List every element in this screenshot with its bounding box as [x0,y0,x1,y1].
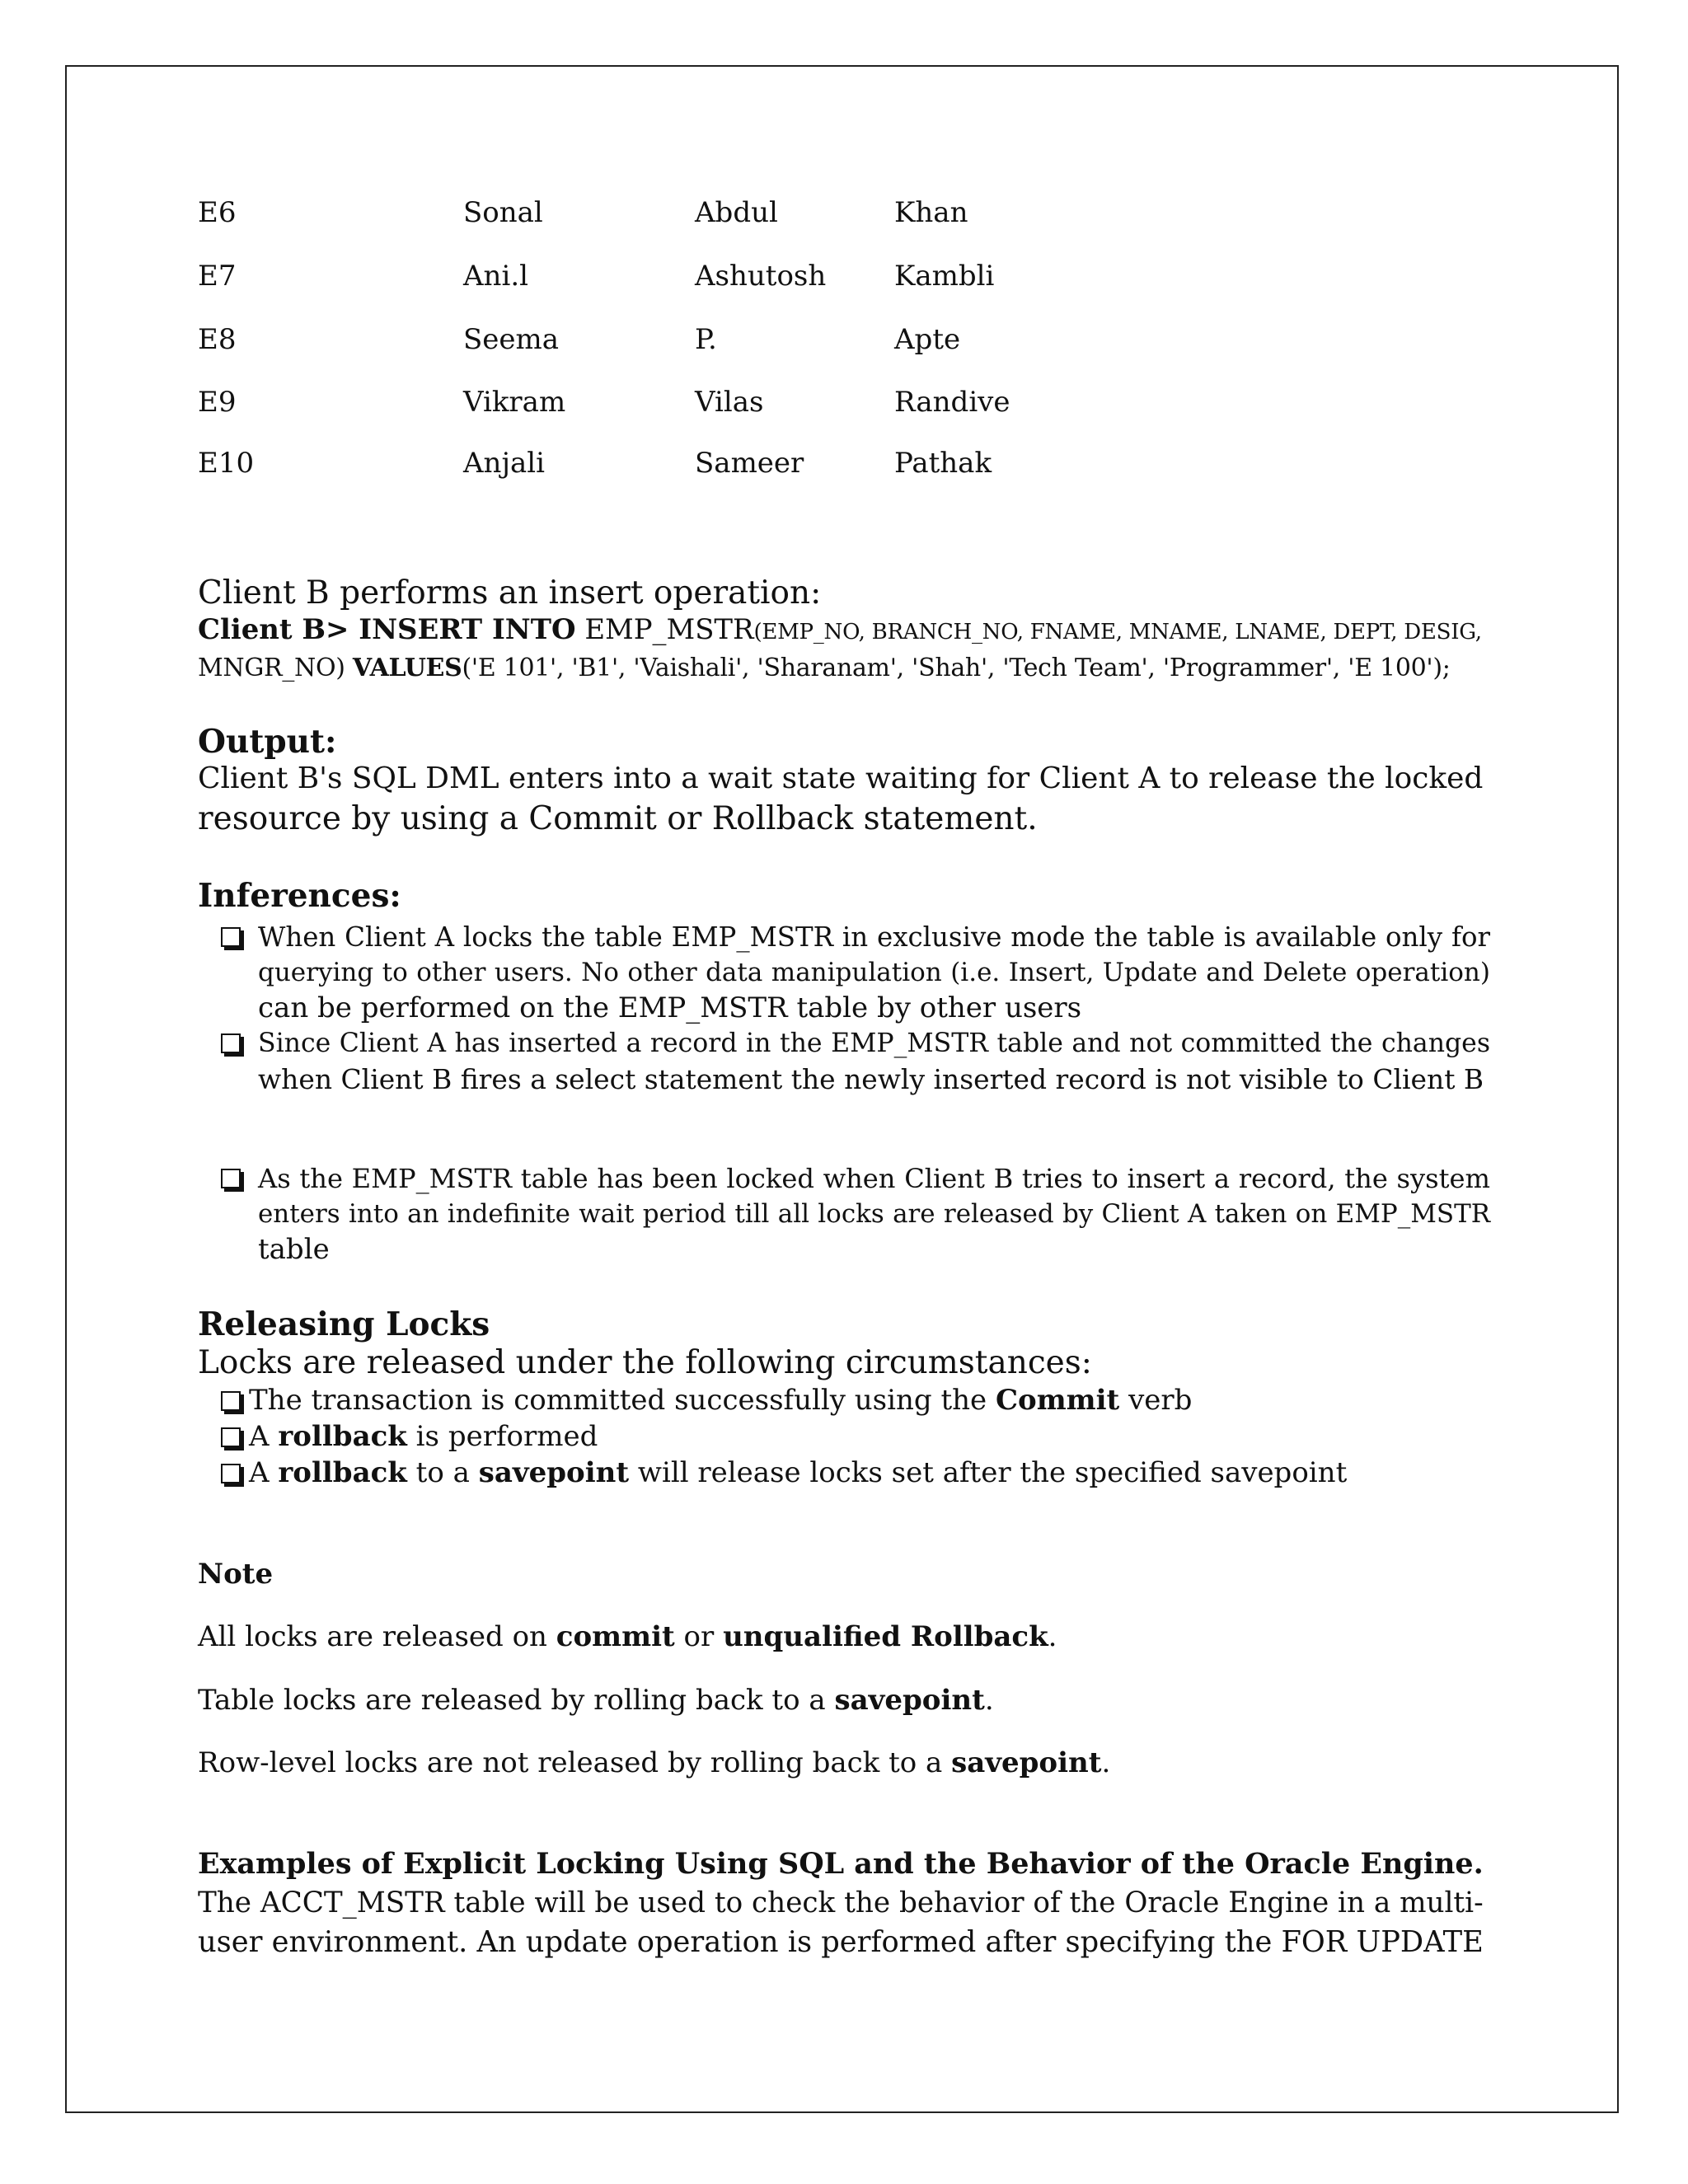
table-cell: Seema [463,323,560,356]
inference-text: can be performed on the EMP_MSTR table by other users [258,991,1082,1024]
note-heading: Note [198,1558,274,1591]
examples-line-1: The ACCT_MSTR table will be used to check the behavior of the Oracle Engine in a multi- [198,1886,1484,1919]
table-cell: Sameer [695,447,804,480]
inference-text: As the EMP_MSTR table has been locked when Client B tries to insert a record, the system [258,1163,1490,1194]
table-cell: E9 [198,386,237,419]
checkbox-bullet-icon [221,1391,241,1411]
note-line: Table locks are released by rolling back to a savepoint. [198,1684,994,1717]
table-cell: Khan [894,196,968,229]
checkbox-bullet-icon [221,1033,241,1053]
table-cell: Abdul [695,196,778,229]
table-cell: Randive [894,386,1010,419]
insert-statement-line-1 [198,612,1482,645]
inference-text: querying to other users. No other data manipulation (i.e. Insert, Update and Delete operation) [258,958,1490,987]
inference-item [221,920,1490,1027]
inference-text: enters into an indefinite wait period till all locks are released by Client A taken on EMP_MSTR [258,1199,1490,1229]
table-cell: E8 [198,323,237,356]
table-cell: Sonal [463,196,543,229]
checkbox-bullet-icon [221,1427,241,1447]
table-cell: E10 [198,447,255,480]
output-line-1: Client B's SQL DML enters into a wait state waiting for Client A to release the locked [198,762,1484,795]
note-line: All locks are released on commit or unqualified Rollback. [198,1620,1057,1653]
examples-line-2: user environment. An update operation is performed after specifying the FOR UPDATE [198,1925,1484,1959]
table-cell: E7 [198,260,237,293]
checkbox-bullet-icon [221,1464,241,1483]
table-cell: Pathak [894,447,992,480]
insert-prompt: Client B> INSERT INTO [198,612,576,645]
table-cell: Anjali [463,447,546,480]
output-line-2: resource by using a Commit or Rollback statement. [198,800,1038,837]
insert-intro: Client B performs an insert operation: [198,574,822,612]
insert-values-keyword: VALUES [352,654,462,682]
inference-item [221,1161,1490,1268]
releasing-intro: Locks are released under the following circumstances: [198,1344,1092,1381]
insert-columns-end: MNGR_NO) [198,654,345,682]
checkbox-bullet-icon [221,927,241,947]
insert-table-name: EMP_MSTR [584,613,754,645]
note-line: Row-level locks are not released by rolling back to a savepoint. [198,1746,1111,1779]
inferences-heading: Inferences: [198,877,401,915]
releasing-heading: Releasing Locks [198,1305,490,1343]
releasing-item: The transaction is committed successfully using the Commit verb [221,1384,1192,1417]
table-cell: Ani.l [463,260,529,293]
inference-text: When Client A locks the table EMP_MSTR in exclusive mode the table is available only for [258,921,1490,953]
inference-item [221,1026,1490,1100]
inference-text: when Client B fires a select statement the newly inserted record is not visible to Client B [258,1063,1484,1095]
insert-values: ('E 101', 'B1', 'Vaishali', 'Sharanam', 'Shah', 'Tech Team', 'Programmer', 'E 100'); [462,654,1451,682]
table-cell: Apte [894,323,961,356]
output-heading: Output: [198,723,337,761]
releasing-item: A rollback is performed [221,1420,598,1453]
table-cell: Vilas [695,386,764,419]
table-cell: P. [695,323,717,356]
inference-text: Since Client A has inserted a record in the EMP_MSTR table and not committed the changes [258,1029,1490,1058]
table-cell: Kambli [894,260,995,293]
table-cell: Vikram [463,386,566,419]
table-cell: E6 [198,196,237,229]
insert-columns: (EMP_NO, BRANCH_NO, FNAME, MNAME, LNAME, DEPT, DESIG, [753,620,1482,644]
releasing-item: A rollback to a savepoint will release locks set after the specified savepoint [221,1456,1347,1489]
checkbox-bullet-icon [221,1169,241,1188]
inference-text: table [258,1233,330,1266]
table-cell: Ashutosh [695,260,827,293]
insert-statement-line-2 [198,654,1451,682]
examples-heading: Examples of Explicit Locking Using SQL and the Behavior of the Oracle Engine. [198,1847,1484,1881]
